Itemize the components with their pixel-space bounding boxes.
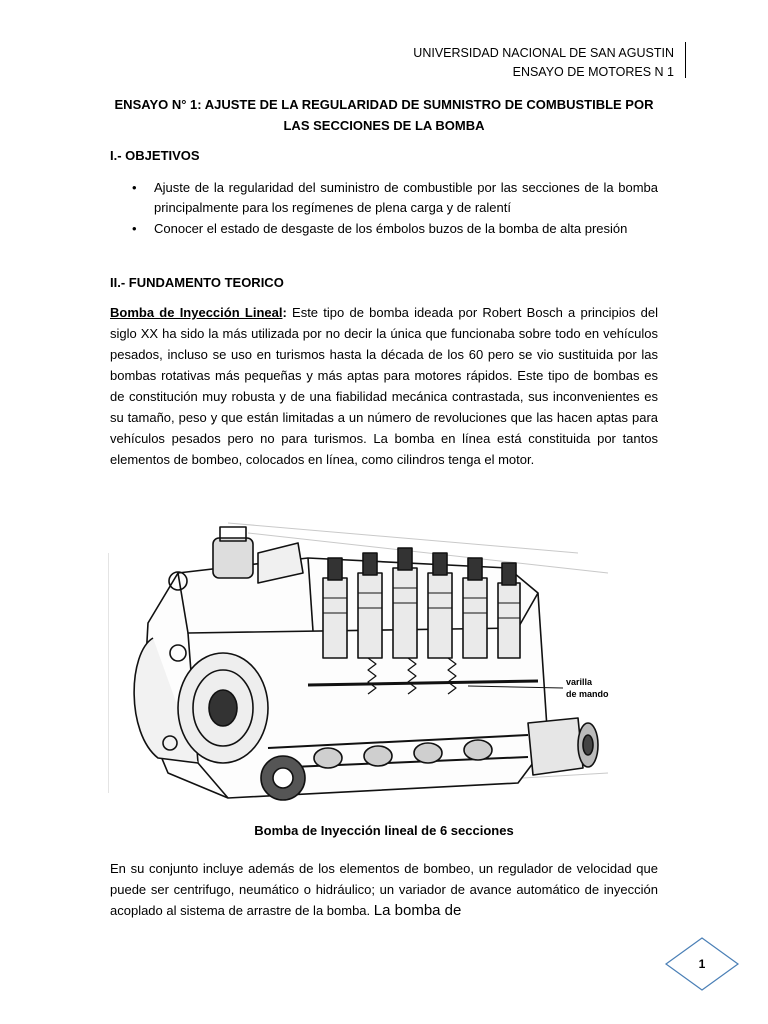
objetivo-item [110, 178, 658, 218]
header-course: ENSAYO DE MOTORES N 1 [512, 65, 674, 79]
pump-drawing [108, 513, 628, 813]
title-line-1: ENSAYO N° 1: AJUSTE DE LA REGULARIDAD DE SUMNISTRO DE COMBUSTIBLE POR [114, 97, 654, 112]
objetivos-list [110, 178, 658, 240]
pump-illustration [108, 513, 628, 813]
closing-body: En su conjunto incluye además de los elementos de bombeo, un regulador de velocidad que puede ser centrifugo, neumático o hidráulico; un variador de avance automático de inyección acoplado al sistema de arrastre de la bomba. [110, 861, 658, 918]
closing-paragraph [110, 858, 658, 921]
header-university: UNIVERSIDAD NACIONAL DE SAN AGUSTIN [413, 46, 674, 60]
document-title [100, 94, 668, 136]
section-heading-objetivos: I.- OBJETIVOS [110, 148, 200, 163]
closing-tail: La bomba de [373, 902, 462, 919]
figure-label-line-2: de mando [566, 689, 609, 699]
fundamento-paragraph [110, 302, 658, 470]
paragraph-lead-term: Bomba de Inyección Lineal [110, 305, 283, 320]
objetivo-item [110, 219, 658, 239]
figure-caption: Bomba de Inyección lineal de 6 secciones [254, 823, 514, 838]
bullet-icon: • [132, 221, 137, 236]
objetivo-text: Ajuste de la regularidad del suministro de combustible por las secciones de la bomba principalmente para los regímenes de plena carga y de ralentí [154, 180, 658, 215]
paragraph-body: Este tipo de bomba ideada por Robert Bosch a principios del siglo XX ha sido la más utilizada por no decir la única que funcionaba sobre todo en vehículos pesados, incluso se uso en turismos hasta la década de los 60 pero se vio sustituida por las bombas rotativas más pequeñas y más aptas para motores rápidos. Este tipo de bombas es de constitución muy robusta y de una fiabilidad mecánica contrastada, sus inconvenientes es su tamaño, peso y que están limitadas a un número de revoluciones que las hacen aptas para vehículos pesados pero no para turismos. La bomba en línea está constituida por tantos elementos de bombeo, colocados en línea, como cilindros tenga el motor. [110, 305, 658, 467]
page-number-badge [664, 936, 740, 992]
page-header [413, 44, 682, 82]
page-number: 1 [698, 957, 706, 971]
section-heading-fundamento: II.- FUNDAMENTO TEORICO [110, 275, 284, 290]
figure-label-line-1: varilla [566, 677, 593, 687]
bullet-icon: • [132, 180, 137, 195]
lead-colon: : [282, 305, 287, 320]
objetivo-text: Conocer el estado de desgaste de los émbolos buzos de la bomba de alta presión [154, 221, 628, 236]
title-line-2: LAS SECCIONES DE LA BOMBA [283, 118, 485, 133]
header-rule [685, 42, 687, 78]
